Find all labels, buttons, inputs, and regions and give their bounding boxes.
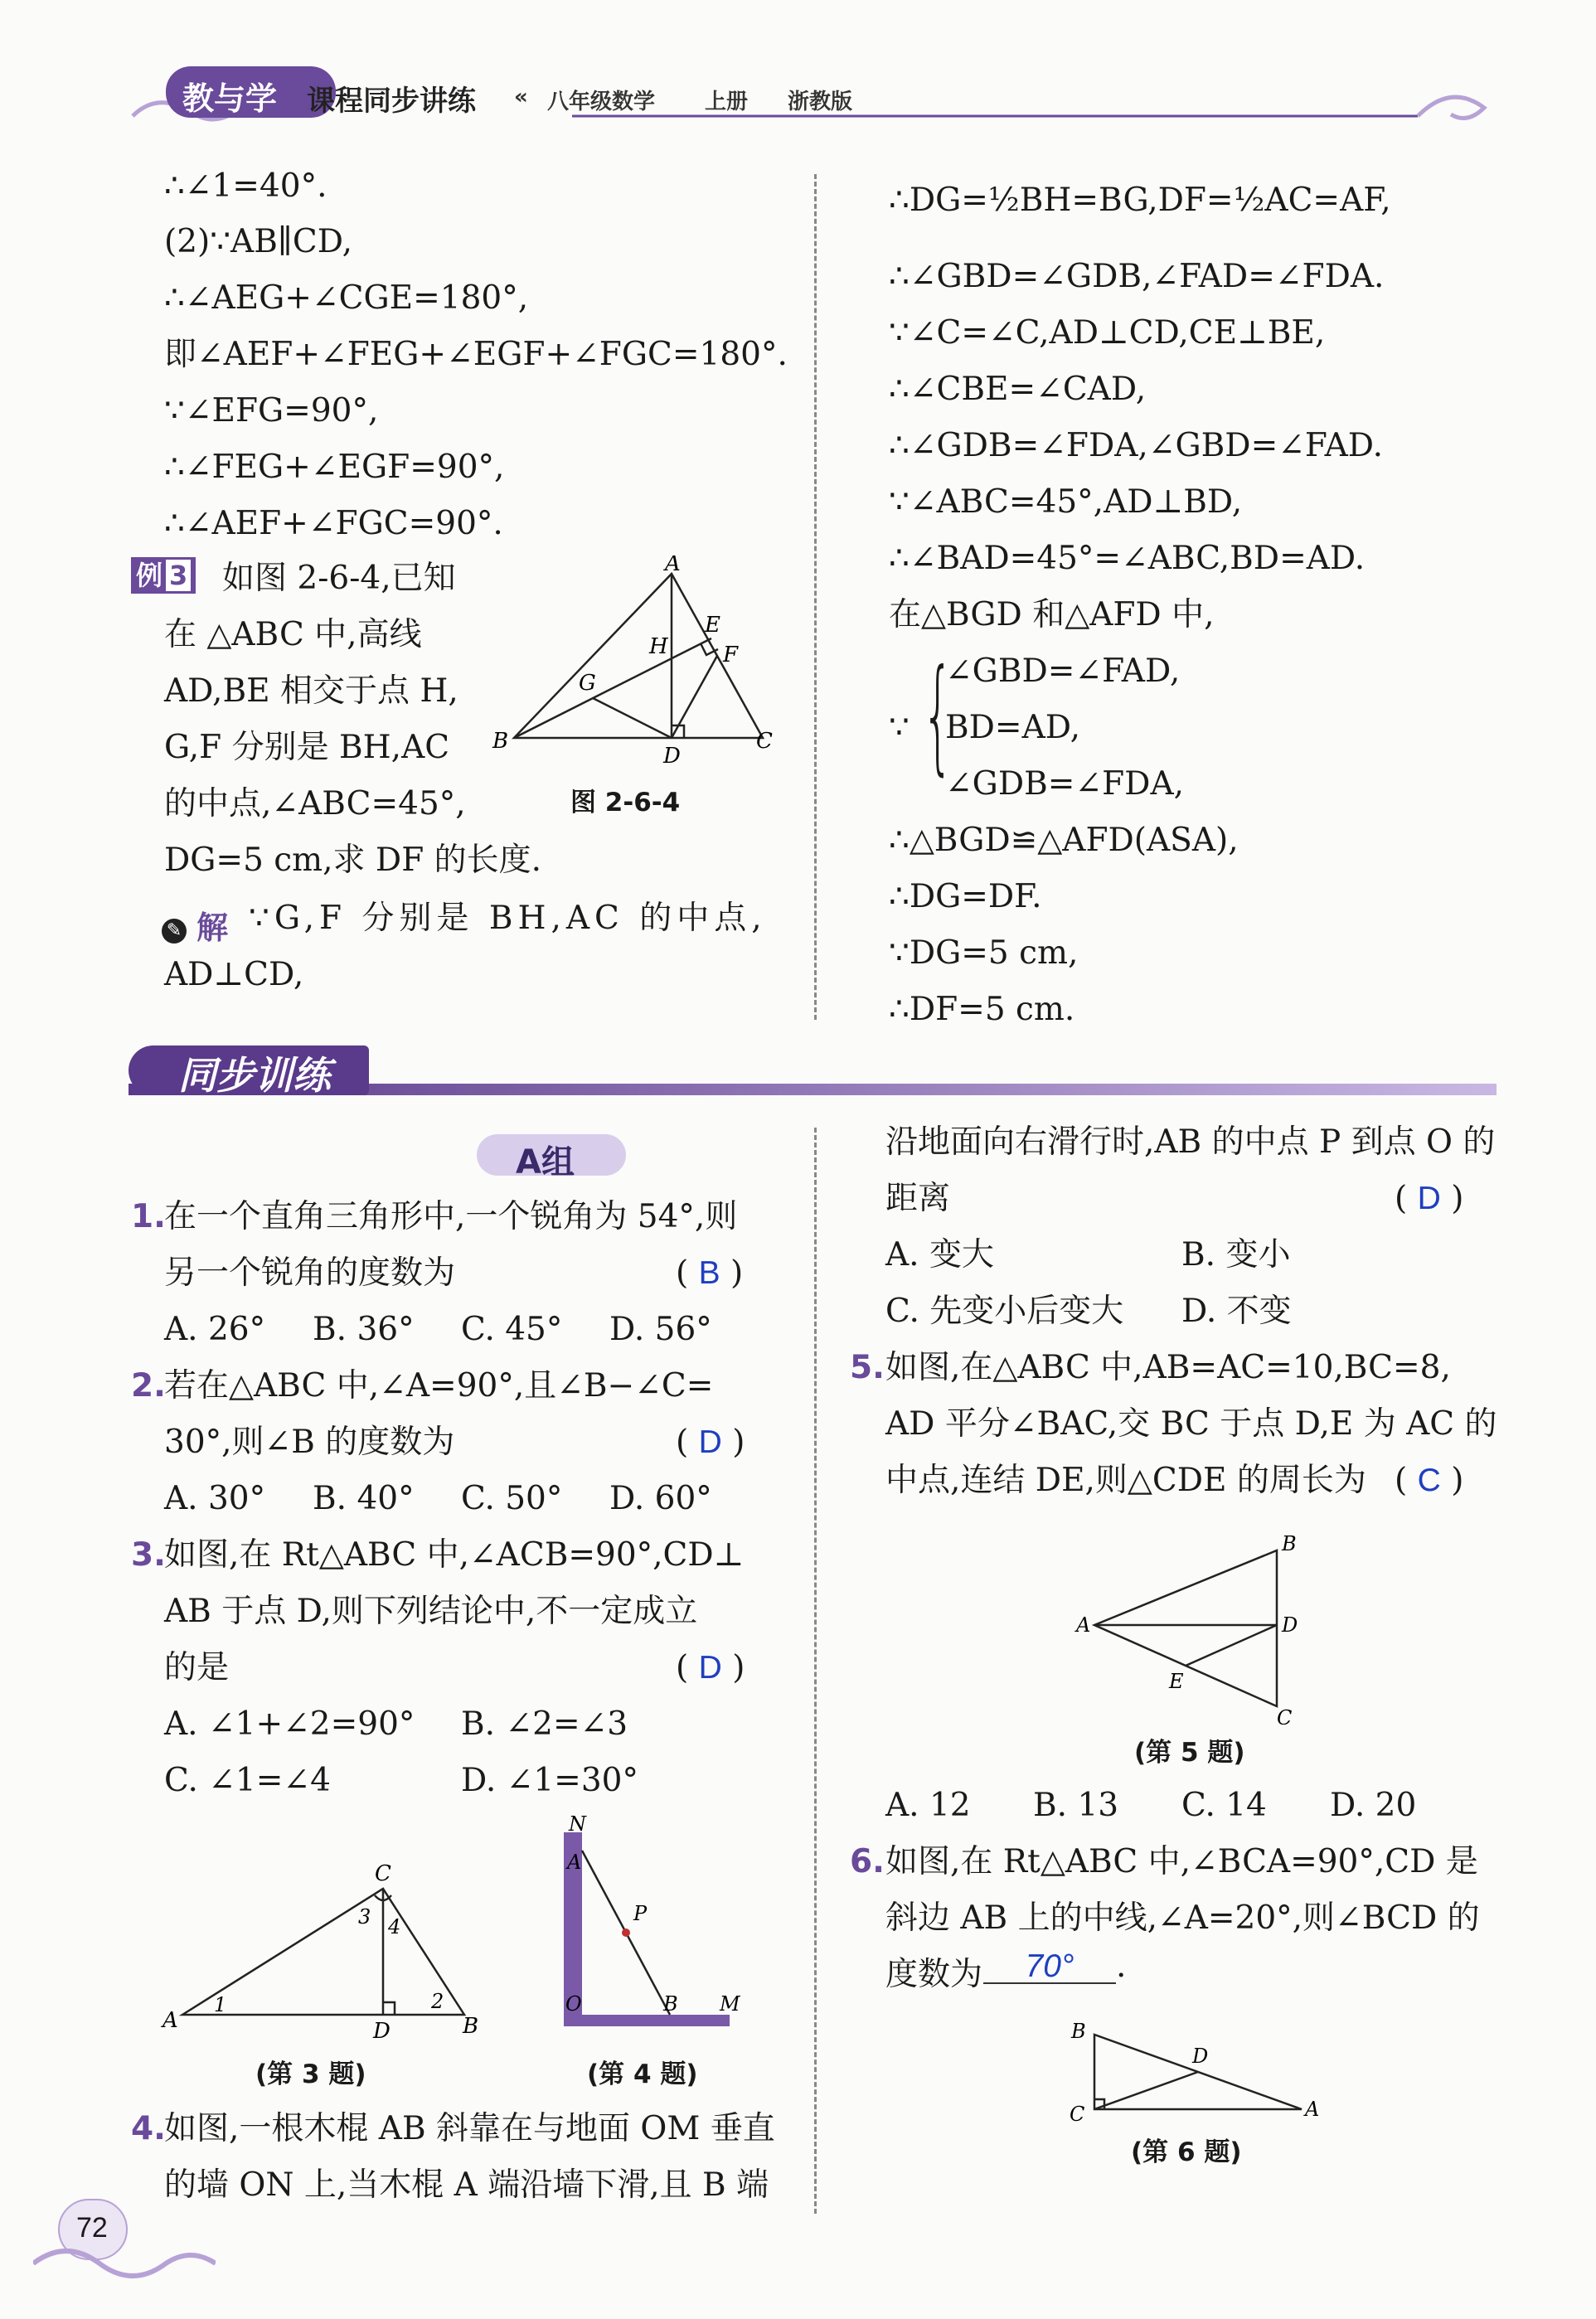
column-divider-top	[814, 174, 817, 1020]
proof-line: ∴DG=½BH=BG,DF=½AC=AF,	[889, 182, 1391, 219]
q2-line: 30°,则∠B 的度数为	[164, 1424, 455, 1461]
q3-number: 3.	[131, 1536, 166, 1574]
q3-label-4: 4	[388, 1915, 401, 1938]
section-banner	[129, 1041, 1497, 1107]
q6-number: 6.	[850, 1843, 885, 1880]
q4-line: 的墙 ON 上,当木棍 A 端沿墙下滑,且 B 端	[164, 2166, 769, 2204]
example-line: DG=5 cm,求 DF 的长度.	[164, 842, 542, 879]
q5-answer: C	[1417, 1463, 1441, 1498]
q5-caption: (第 5 题)	[1134, 1738, 1245, 1768]
fig-label-F: F	[723, 643, 739, 667]
q1-option: A. 26°	[164, 1311, 266, 1348]
proof-line: ∴∠BAD=45°=∠ABC,BD=AD.	[889, 540, 1366, 577]
proof-line: ∴DF=5 cm.	[889, 991, 1075, 1028]
q5-answer-paren: ( C )	[1395, 1462, 1464, 1499]
q1-line: 另一个锐角的度数为	[164, 1254, 456, 1292]
brace-line: ∠GDB=∠FDA,	[945, 765, 1185, 803]
q4-line: 如图,一根木棍 AB 斜靠在与地面 OM 垂直	[164, 2110, 775, 2147]
q1-line: 在一个直角三角形中,一个锐角为 54°,则	[164, 1198, 738, 1235]
fig-label-C: C	[756, 729, 773, 754]
q4-option: D. 不变	[1181, 1293, 1292, 1330]
q3-figure	[158, 1857, 489, 2040]
q5-option: C. 14	[1181, 1787, 1267, 1824]
q3-option: A. ∠1+∠2=90°	[164, 1705, 415, 1743]
proof-line: ∵∠C=∠C,AD⊥CD,CE⊥BE,	[889, 314, 1326, 352]
example-tag-label: 例	[136, 560, 163, 591]
q5-label-A: A	[1076, 1613, 1091, 1637]
q6-label-A: A	[1305, 2098, 1320, 2121]
q3-line: AB 于点 D,则下列结论中,不一定成立	[164, 1593, 698, 1630]
brace-line: BD=AD,	[945, 709, 1081, 746]
q4-number: 4.	[131, 2110, 166, 2147]
proof-line: ∴∠GDB=∠FDA,∠GBD=∠FAD.	[889, 427, 1384, 464]
proof-line: ∴∠FEG+∠EGF=90°,	[164, 449, 505, 486]
q4-option: A. 变大	[885, 1236, 994, 1274]
q2-number: 2.	[131, 1367, 166, 1404]
proof-line: ∴∠AEF+∠FGC=90°.	[164, 505, 503, 542]
q4-line: 距离	[885, 1180, 951, 1217]
q4-label-P: P	[633, 1902, 648, 1925]
q3-line: 如图,在 Rt△ABC 中,∠ACB=90°,CD⊥	[164, 1536, 745, 1574]
fig-label-H: H	[649, 634, 668, 659]
q1-answer: B	[698, 1255, 720, 1291]
q4-label-B: B	[663, 1992, 678, 2016]
q5-option: A. 12	[885, 1787, 971, 1824]
q4-label-O: O	[565, 1992, 582, 2016]
q4-answer-paren: ( D )	[1395, 1180, 1464, 1217]
proof-line: ∴DG=DF.	[889, 878, 1042, 915]
figure-caption: 图 2-6-4	[570, 788, 681, 817]
proof-line: ∴∠1=40°.	[164, 167, 327, 205]
fig-label-E: E	[705, 613, 720, 638]
fig-label-A: A	[665, 555, 681, 576]
header-grade: 八年级数学	[547, 90, 656, 114]
example-line: 在 △ABC 中,高线	[164, 616, 422, 653]
q1-option: D. 56°	[609, 1311, 712, 1348]
solution-line: ∵G,F 分别是 BH,AC 的中点,	[249, 900, 767, 937]
solution-label: 解	[196, 910, 229, 946]
column-divider-bottom	[814, 1128, 817, 2214]
fig-label-B: B	[492, 729, 509, 754]
q2-answer: D	[698, 1424, 722, 1460]
q5-line: 如图,在△ABC 中,AB=AC=10,BC=8,	[885, 1349, 1451, 1386]
proof-line: (2)∵AB∥CD,	[164, 223, 353, 260]
q4-option: C. 先变小后变大	[885, 1293, 1124, 1330]
header-edition: 浙教版	[788, 90, 853, 114]
q3-caption: (第 3 题)	[255, 2059, 366, 2089]
proof-line: ∴∠CBE=∠CAD,	[889, 371, 1147, 408]
example-line: 的中点,∠ABC=45°,	[164, 785, 466, 822]
q4-caption: (第 4 题)	[587, 2059, 698, 2089]
proof-line: ∴△BGD≌△AFD(ASA),	[889, 822, 1239, 859]
fig-label-D: D	[663, 744, 681, 769]
example-line: G,F 分别是 BH,AC	[164, 729, 450, 766]
q5-option: D. 20	[1330, 1787, 1417, 1824]
q3-label-A: A	[163, 2008, 178, 2033]
q4-figure	[531, 1816, 746, 2048]
proof-line: ∵DG=5 cm,	[889, 934, 1079, 972]
q6-label-D: D	[1192, 2045, 1209, 2068]
header-volume: 上册	[705, 90, 749, 114]
q3-answer-paren: ( D )	[676, 1649, 745, 1686]
q2-line: 若在△ABC 中,∠A=90°,且∠B−∠C=	[164, 1367, 714, 1404]
q5-line: AD 平分∠BAC,交 BC 于点 D,E 为 AC 的	[885, 1405, 1497, 1443]
q4-label-N: N	[569, 1816, 586, 1836]
proof-line: ∵∠EFG=90°,	[164, 392, 379, 429]
proof-line: ∴∠AEG+∠CGE=180°,	[164, 279, 529, 317]
q5-label-D: D	[1282, 1613, 1298, 1637]
q5-label-E: E	[1169, 1670, 1184, 1693]
q3-label-2: 2	[431, 1990, 444, 2013]
q2-option: D. 60°	[609, 1480, 712, 1517]
group-label: A组	[516, 1143, 575, 1181]
q6-answer-blank: 70° .	[983, 1950, 1126, 1984]
q6-label-C: C	[1070, 2103, 1085, 2123]
pencil-icon: ✎	[162, 919, 187, 944]
q3-label-3: 3	[358, 1905, 371, 1928]
solution-line: AD⊥CD,	[164, 956, 304, 993]
q3-option: B. ∠2=∠3	[461, 1705, 628, 1743]
q6-line: 如图,在 Rt△ABC 中,∠BCA=90°,CD 是	[885, 1843, 1478, 1880]
solution-tag	[162, 902, 228, 948]
q4-label-M: M	[720, 1992, 740, 2016]
q2-option: C. 50°	[461, 1480, 563, 1517]
header-marker: «	[514, 85, 528, 109]
footer-wave-decoration	[33, 2230, 216, 2297]
q3-label-B: B	[463, 2014, 479, 2039]
q5-line: 中点,连结 DE,则△CDE 的周长为	[885, 1462, 1366, 1499]
q6-line: 度数为	[885, 1956, 983, 1993]
q2-option: A. 30°	[164, 1480, 266, 1517]
q3-option: D. ∠1=30°	[461, 1762, 638, 1799]
q4-label-A: A	[567, 1851, 582, 1874]
q2-answer-paren: ( D )	[676, 1424, 745, 1461]
fig-label-G: G	[579, 671, 596, 696]
q3-answer: D	[698, 1650, 722, 1686]
q1-answer-paren: ( B )	[676, 1254, 744, 1292]
header-title: 课程同步讲练	[307, 85, 476, 118]
q4-line: 沿地面向右滑行时,AB 的中点 P 到点 O 的	[885, 1123, 1496, 1161]
example-number: 3	[166, 560, 191, 591]
q3-line: 的是	[164, 1649, 230, 1686]
q1-option: C. 45°	[461, 1311, 563, 1348]
example-tag	[131, 557, 196, 594]
q3-label-D: D	[373, 2019, 391, 2040]
q5-number: 5.	[850, 1349, 885, 1386]
q5-label-C: C	[1277, 1706, 1293, 1725]
example-line: 如图 2-6-4,已知	[222, 560, 456, 597]
q6-line: 斜边 AB 上的中线,∠A=20°,则∠BCD 的	[885, 1899, 1480, 1937]
proof-line: ∴∠GBD=∠GDB,∠FAD=∠FDA.	[889, 258, 1385, 295]
q5-label-B: B	[1282, 1532, 1297, 1555]
page-header	[124, 66, 1501, 133]
q1-option: B. 36°	[313, 1311, 415, 1348]
brace-line: ∠GBD=∠FAD,	[945, 653, 1181, 690]
example-line: AD,BE 相交于点 H,	[164, 672, 458, 710]
q1-number: 1.	[131, 1198, 166, 1235]
figure-2-6-4	[489, 555, 788, 771]
proof-line: 在△BGD 和△AFD 中,	[889, 596, 1215, 633]
q2-option: B. 40°	[313, 1480, 415, 1517]
brace-symbol: {	[922, 643, 954, 788]
page-number: 72	[76, 2212, 108, 2244]
q6-figure	[1061, 2015, 1335, 2123]
proof-line: ∵∠ABC=45°,AD⊥BD,	[889, 483, 1243, 521]
q6-label-B: B	[1071, 2020, 1086, 2043]
q5-option: B. 13	[1033, 1787, 1119, 1824]
q5-figure	[1070, 1526, 1327, 1725]
q6-answer: 70°	[983, 1950, 1116, 1984]
logo-text: 教与学	[182, 80, 278, 117]
q4-option: B. 变小	[1181, 1236, 1291, 1274]
q3-label-1: 1	[214, 1993, 227, 2016]
q6-caption: (第 6 题)	[1131, 2137, 1242, 2167]
proof-line: 即∠AEF+∠FEG+∠EGF+∠FGC=180°.	[164, 336, 788, 373]
q4-answer: D	[1417, 1181, 1441, 1216]
section-title: 同步训练	[178, 1053, 331, 1098]
q3-option: C. ∠1=∠4	[164, 1762, 331, 1799]
brace-prefix: ∵	[889, 709, 910, 746]
q3-label-C: C	[375, 1861, 391, 1886]
